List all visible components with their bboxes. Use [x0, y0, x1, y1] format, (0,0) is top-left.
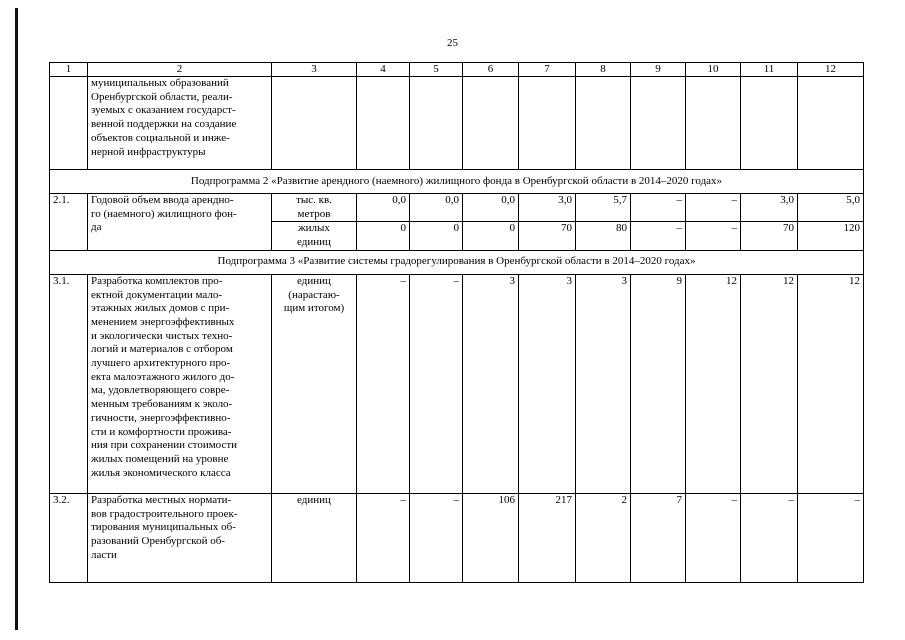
table-row: [50, 77, 864, 170]
value-cell: 7: [631, 493, 686, 582]
header-cell: 9: [631, 63, 686, 77]
value-cell: 106: [463, 493, 519, 582]
value-cell: –: [686, 194, 741, 222]
value-cell: [357, 77, 410, 170]
value-cell: –: [410, 274, 463, 493]
value-cell: [631, 77, 686, 170]
value-cell: [410, 77, 463, 170]
header-cell: 8: [576, 63, 631, 77]
value-cell: –: [741, 493, 798, 582]
value-cell: 3,0: [741, 194, 798, 222]
value-cell: [463, 77, 519, 170]
value-cell: 3: [576, 274, 631, 493]
value-cell: –: [686, 222, 741, 250]
value-cell: 0: [357, 222, 410, 250]
value-cell: 0: [463, 222, 519, 250]
header-cell: 12: [798, 63, 864, 77]
indicators-table: [49, 62, 864, 583]
row-number: 2.1.: [50, 194, 88, 251]
description-cell: Разработка местных нормати- вов градостроительного проек- тирования муниципальных об- разований Оренбургской об- ласти: [88, 493, 272, 582]
unit-cell: [272, 77, 357, 170]
table-row: [50, 194, 864, 222]
value-cell: –: [357, 493, 410, 582]
value-cell: [798, 77, 864, 170]
value-cell: 9: [631, 274, 686, 493]
value-cell: –: [357, 274, 410, 493]
header-cell: 10: [686, 63, 741, 77]
header-cell: 11: [741, 63, 798, 77]
description-cell: муниципальных образований Оренбургской области, реали- зуемых с оказанием государст- венной поддержки на создание объектов социальной и инже- нерной инфраструктуры: [88, 77, 272, 170]
value-cell: 12: [798, 274, 864, 493]
value-cell: 70: [741, 222, 798, 250]
page-number: 25: [447, 37, 458, 49]
value-cell: 5,7: [576, 194, 631, 222]
unit-cell: единиц (нарастаю- щим итогом): [272, 274, 357, 493]
value-cell: 0,0: [463, 194, 519, 222]
subprogram-row: [50, 170, 864, 194]
header-cell: 4: [357, 63, 410, 77]
header-row: [50, 63, 864, 77]
num-cell: [50, 77, 88, 170]
value-cell: –: [631, 194, 686, 222]
value-cell: 0,0: [410, 194, 463, 222]
value-cell: –: [410, 493, 463, 582]
header-cell: 6: [463, 63, 519, 77]
value-cell: 0,0: [357, 194, 410, 222]
value-cell: 12: [741, 274, 798, 493]
header-cell: 2: [88, 63, 272, 77]
value-cell: –: [686, 493, 741, 582]
value-cell: 3,0: [519, 194, 576, 222]
row-number: 3.2.: [50, 493, 88, 582]
value-cell: 3: [463, 274, 519, 493]
header-cell: 7: [519, 63, 576, 77]
value-cell: [576, 77, 631, 170]
value-cell: 120: [798, 222, 864, 250]
subprogram-3-title: Подпрограмма 3 «Развитие системы градорегулирования в Оренбургской области в 2014–2020 годах»: [50, 250, 864, 274]
table-row: [50, 274, 864, 493]
unit-cell: тыс. кв. метров: [272, 194, 357, 222]
header-cell: 1: [50, 63, 88, 77]
unit-cell: жилых единиц: [272, 222, 357, 250]
value-cell: 0: [410, 222, 463, 250]
value-cell: 12: [686, 274, 741, 493]
value-cell: 2: [576, 493, 631, 582]
unit-cell: единиц: [272, 493, 357, 582]
table-row: [50, 493, 864, 582]
value-cell: 3: [519, 274, 576, 493]
value-cell: [686, 77, 741, 170]
subprogram-row: [50, 250, 864, 274]
value-cell: 217: [519, 493, 576, 582]
value-cell: [741, 77, 798, 170]
value-cell: [519, 77, 576, 170]
subprogram-2-title: Подпрограмма 2 «Развитие арендного (наемного) жилищного фонда в Оренбургской области в 2014–2020 годах»: [50, 170, 864, 194]
header-cell: 5: [410, 63, 463, 77]
row-number: 3.1.: [50, 274, 88, 493]
value-cell: 80: [576, 222, 631, 250]
value-cell: 5,0: [798, 194, 864, 222]
value-cell: 70: [519, 222, 576, 250]
header-cell: 3: [272, 63, 357, 77]
value-cell: –: [798, 493, 864, 582]
value-cell: –: [631, 222, 686, 250]
description-cell: Годовой объем ввода арендно- го (наемного) жилищного фон- да: [88, 194, 272, 251]
scan-edge-line: [15, 8, 18, 630]
description-cell: Разработка комплектов про- ектной документации мало- этажных жилых домов с при- менением энергоэффективных и экологически чистых техно- логий и материалов с отбором лучшего архитектурного про- екта малоэтажного жилого до- ма, удовлетворяющего совре- менным требованиям к эколо- гичности, энергоэффективно- сти и комфортности прожива- ния при сохранении стоимости жилых помещений на уровне жилья экономического класса: [88, 274, 272, 493]
